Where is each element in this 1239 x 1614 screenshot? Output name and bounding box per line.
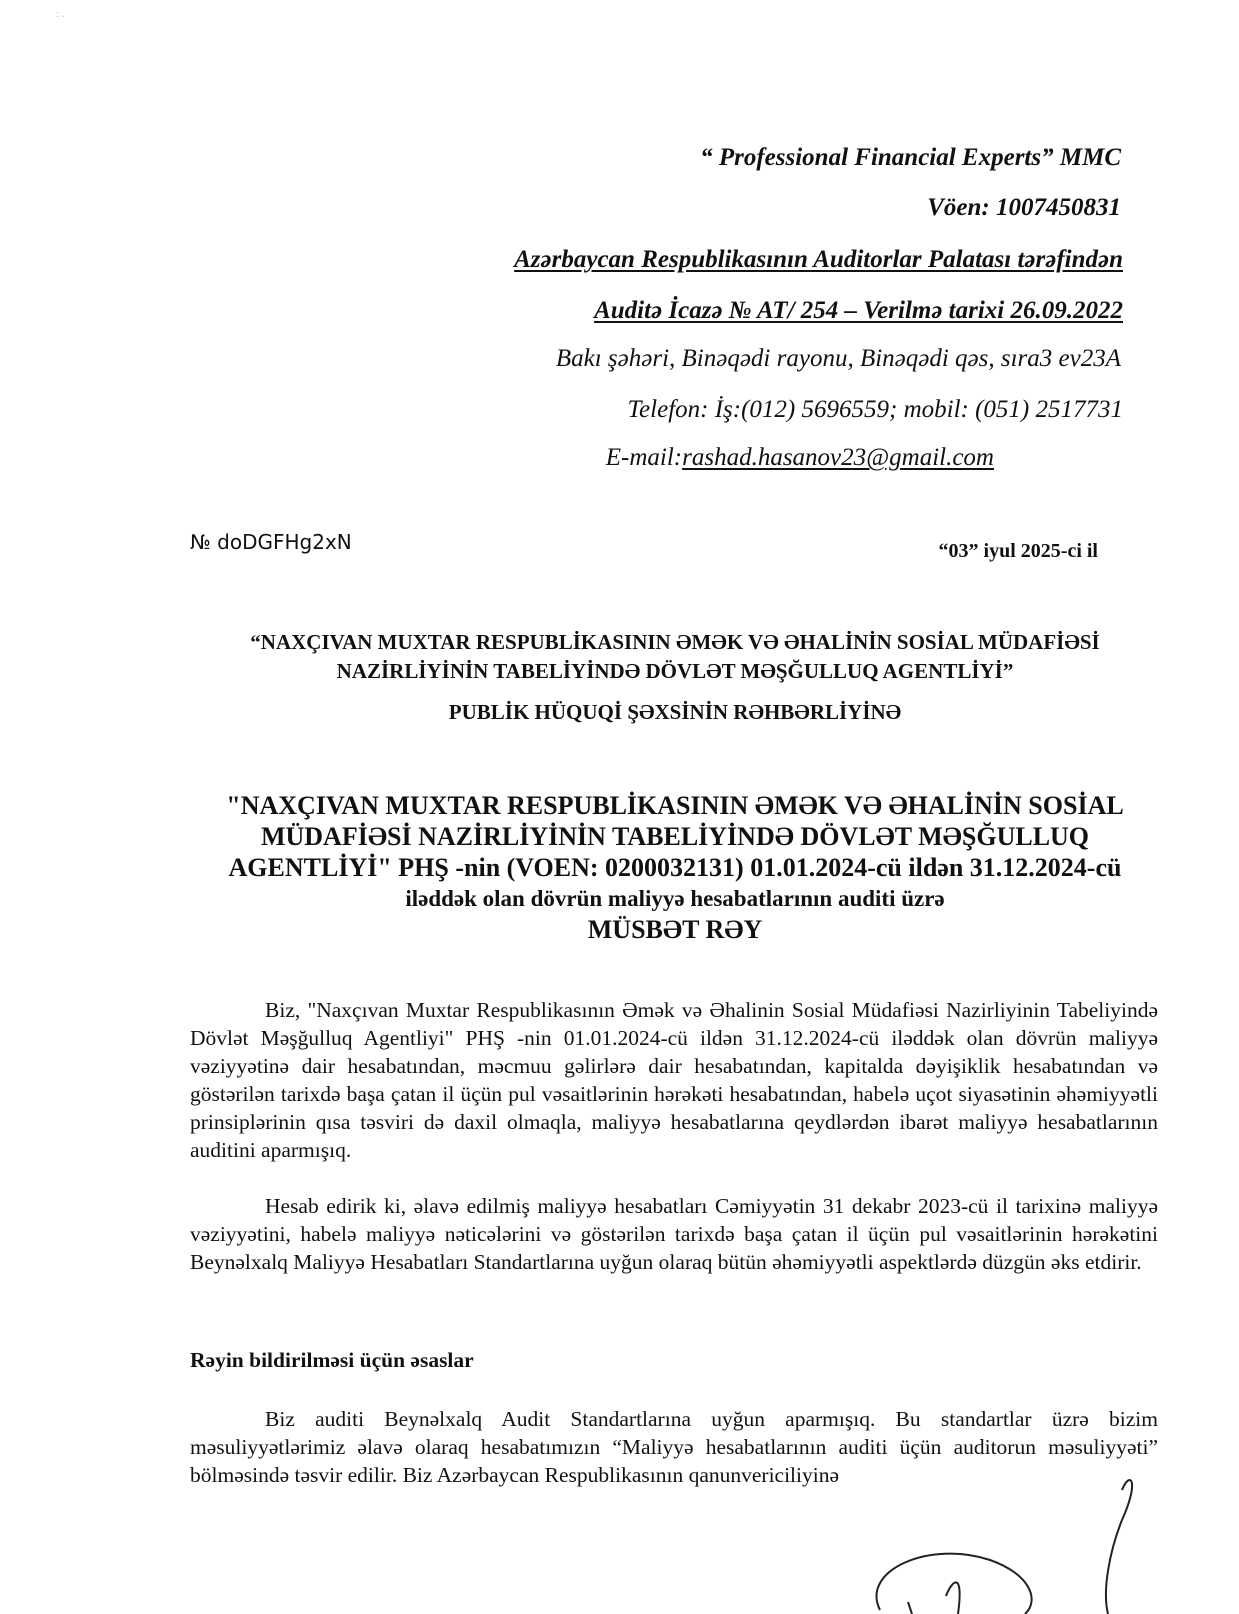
title-line: MÜDAFİƏSİ NAZİRLİYİNİN TABELİYİNDƏ DÖVLƏT MƏŞĞULLUQ: [260, 822, 1090, 851]
scan-artifact: : .: [56, 8, 65, 20]
email-label: E-mail:: [605, 444, 683, 471]
addressee-line: “NAXÇIVAN MUXTAR RESPUBLİKASININ ƏMƏK VƏ ƏHALİNİN SOSİAL MÜDAFİƏSİ: [250, 630, 1100, 654]
addressee: [190, 628, 1160, 686]
title-line: AGENTLİYİ" PHŞ -nin (VOEN: 0200032131) 01.01.2024-cü ildən 31.12.2024-cü: [228, 853, 1122, 882]
signature-mark: [860, 1470, 1160, 1614]
body-paragraph: Hesab edirik ki, əlavə edilmiş maliyyə hesabatları Cəmiyyətin 31 dekabr 2023-cü il tarixinə maliyyə vəziyyətini, habelə maliyyə nəticələrini və göstərilən tarixdə başa çatan il üçün pul vəsaitlərinin hərəkətini Beynəlxalq Maliyyə Hesabatları Standartlarına uyğun olaraq bütün əhəmiyyətli aspektlərdə düzgün əks etdirir.: [190, 1194, 1158, 1274]
body-paragraph: Biz auditi Beynəlxalq Audit Standartlarına uyğun aparmışıq. Bu standartlar üzrə bizim məsuliyyətlərimiz əlavə olaraq hesabatımızın “Maliyyə hesabatlarının auditi üçün auditorun məsuliyyəti” bölməsində təsvir edilir. Biz Azərbaycan Respublikasının qanunvericiliyinə: [190, 1407, 1158, 1487]
license-issuer: Azərbaycan Respublikasının Auditorlar Palatası tərəfindən: [514, 246, 1123, 273]
title-line: "NAXÇIVAN MUXTAR RESPUBLİKASININ ƏMƏK VƏ ƏHALİNİN SOSİAL: [226, 791, 1124, 820]
title-line: iləddək olan dövrün maliyyə hesabatlarının auditi üzrə: [405, 886, 945, 911]
license-number: Auditə İcazə № AT/ 254 – Verilmə tarixi 26.09.2022: [594, 297, 1123, 324]
section-heading: Rəyin bildirilməsi üçün əsaslar: [190, 1348, 474, 1372]
addressee-recipient: PUBLİK HÜQUQİ ŞƏXSİNİN RƏHBƏRLİYİNƏ: [448, 700, 902, 724]
company-address: Bakı şəhəri, Binəqədi rayonu, Binəqədi qəs, sıra3 ev23A: [555, 345, 1121, 372]
company-phone: Telefon: İş:(012) 5696559; mobil: (051) 2517731: [627, 396, 1123, 423]
company-name: “ Professional Financial Experts” MMC: [700, 144, 1121, 171]
addressee-line: NAZİRLİYİNİN TABELİYİNDƏ DÖVLƏT MƏŞĞULLUQ AGENTLİYİ”: [336, 659, 1014, 683]
document-date: “03” iyul 2025-ci il: [938, 540, 1098, 562]
body-paragraph: Biz, "Naxçıvan Muxtar Respublikasının Əmək və Əhalinin Sosial Müdafiəsi Nazirliyinin Tabeliyində Dövlət Məşğulluq Agentliyi" PHŞ -nin 01.01.2024-cü ildən 31.12.2024-cü iləddək olan dövrün maliyyə vəziyyətinə dair hesabatından, məcmuu gəlirlərə dair hesabatından, kapitalda dəyişiklik hesabatından və göstərilən tarixdə başa çatan il üçün pul vəsaitlərinin hərəkəti hesabatından, habelə uçot siyasətinin əhəmiyyətli prinsiplərinin qısa təsviri də daxil olmaqla, maliyyə hesabatlarına qeydlərdən ibarət maliyyə hesabatlarının auditini aparmışıq.: [190, 998, 1158, 1162]
document-title: [190, 790, 1160, 945]
company-voen: Vöen: 1007450831: [927, 194, 1121, 221]
opinion-type: MÜSBƏT RƏY: [587, 915, 763, 944]
email-link[interactable]: rashad.hasanov23@gmail.com: [682, 444, 994, 471]
document-number: № doDGFHg2xN: [190, 530, 352, 554]
company-email: [606, 443, 994, 473]
